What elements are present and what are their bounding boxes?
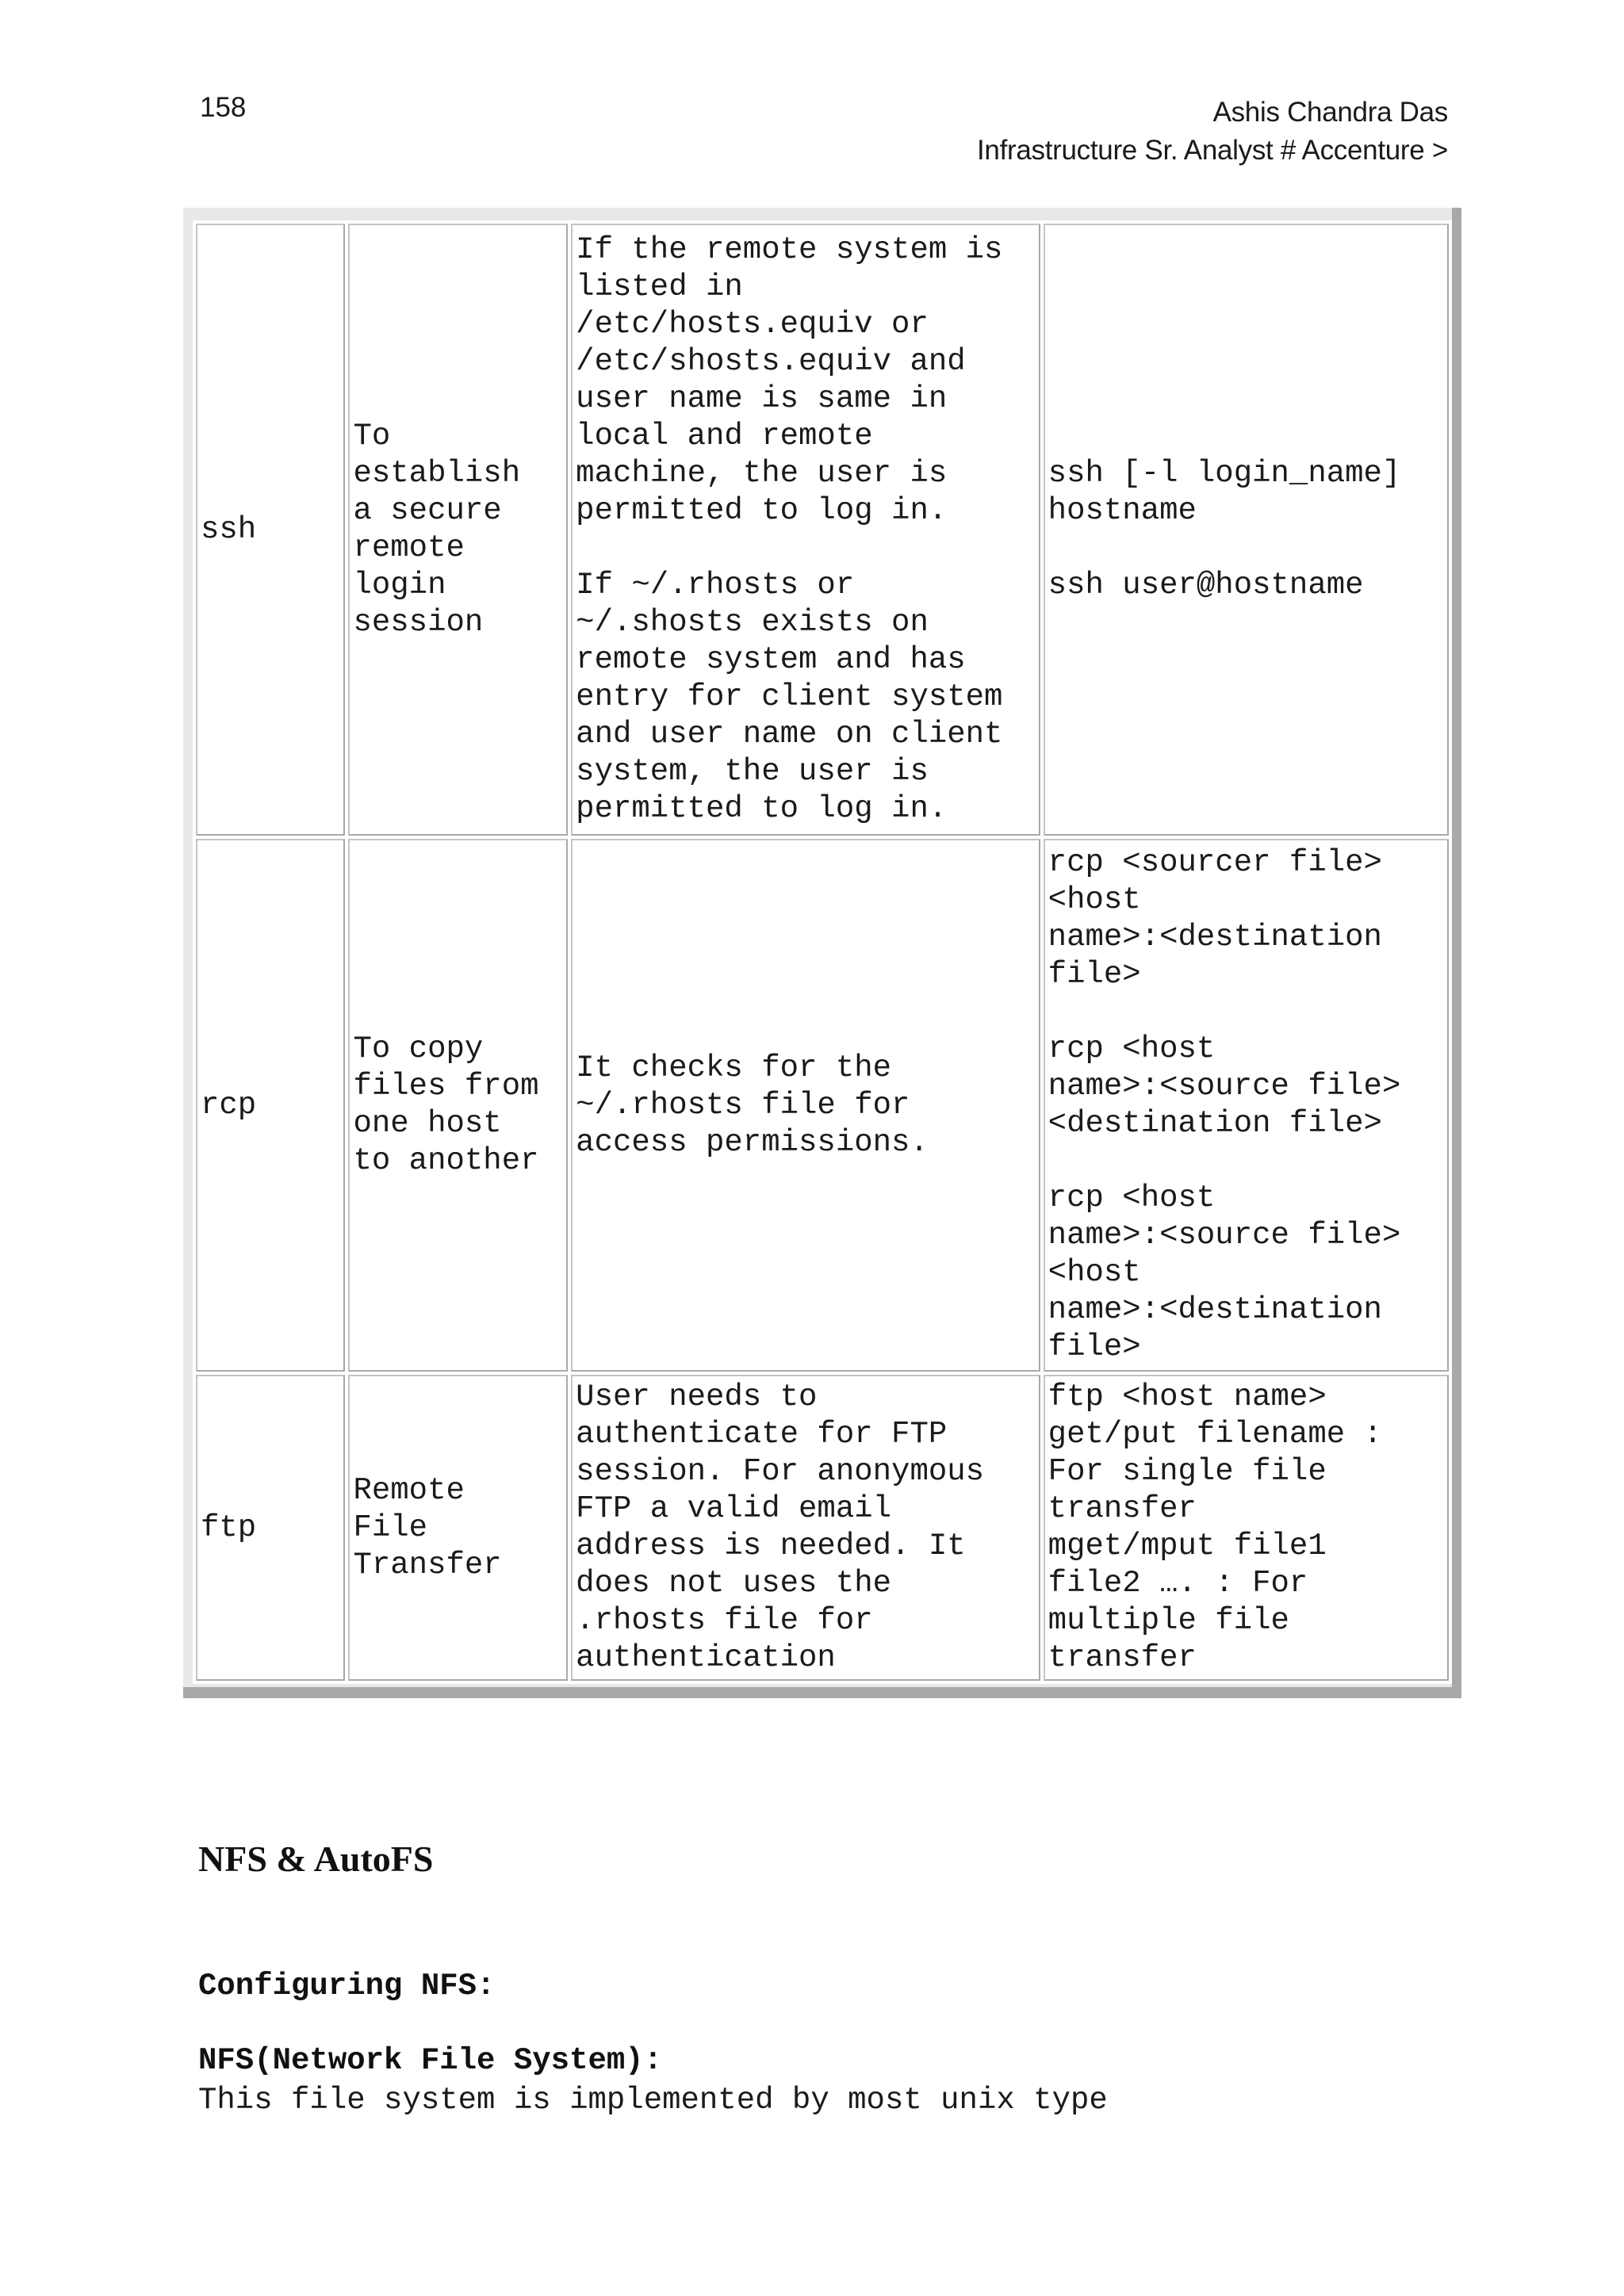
purpose-cell: To copy files from one host to another (348, 839, 568, 1372)
table-row (196, 224, 1449, 836)
nfs-definition-heading: NFS(Network File System): (198, 2043, 663, 2078)
table-row (196, 1375, 1449, 1681)
security-cell: User needs to authenticate for FTP session. For anonymous FTP a valid email address is needed. It does not uses the .rhosts file for authentication (571, 1375, 1040, 1681)
page-header-author-block (977, 94, 1448, 170)
purpose-cell: To establish a secure remote login session (348, 224, 568, 836)
page-number: 158 (200, 92, 247, 123)
syntax-cell: ssh [-l login_name] hostname ssh user@hostname (1044, 224, 1449, 836)
command-cell: rcp (196, 839, 345, 1372)
security-cell: If the remote system is listed in /etc/hosts.equiv or /etc/shosts.equiv and user name is same in local and remote machine, the user is permitted to log in. If ~/.rhosts or ~/.shosts exists on remote system and has entry for client system and user name on client system, the user is permitted to log in. (571, 224, 1040, 836)
body-paragraph: This file system is implemented by most unix type (198, 2083, 1108, 2118)
command-cell: ssh (196, 224, 345, 836)
table-row (196, 839, 1449, 1372)
section-title: NFS & AutoFS (198, 1839, 434, 1879)
command-table (193, 220, 1452, 1684)
author-affiliation: Infrastructure Sr. Analyst # Accenture > (976, 135, 1448, 166)
command-cell: ftp (196, 1375, 345, 1681)
syntax-cell: rcp <sourcer file> <host name>:<destination file> rcp <host name>:<source file> <destination file> rcp <host name>:<source file> <host name>:<destination file> (1044, 839, 1449, 1372)
author-name: Ashis Chandra Das (1212, 97, 1448, 128)
security-cell: It checks for the ~/.rhosts file for access permissions. (571, 839, 1040, 1372)
configuring-nfs-heading: Configuring NFS: (198, 1969, 496, 2003)
command-table-frame (183, 208, 1461, 1698)
syntax-cell: ftp <host name> get/put filename : For single file transfer mget/mput file1 file2 …. : For multiple file transfer (1044, 1375, 1449, 1681)
purpose-cell: Remote File Transfer (348, 1375, 568, 1681)
